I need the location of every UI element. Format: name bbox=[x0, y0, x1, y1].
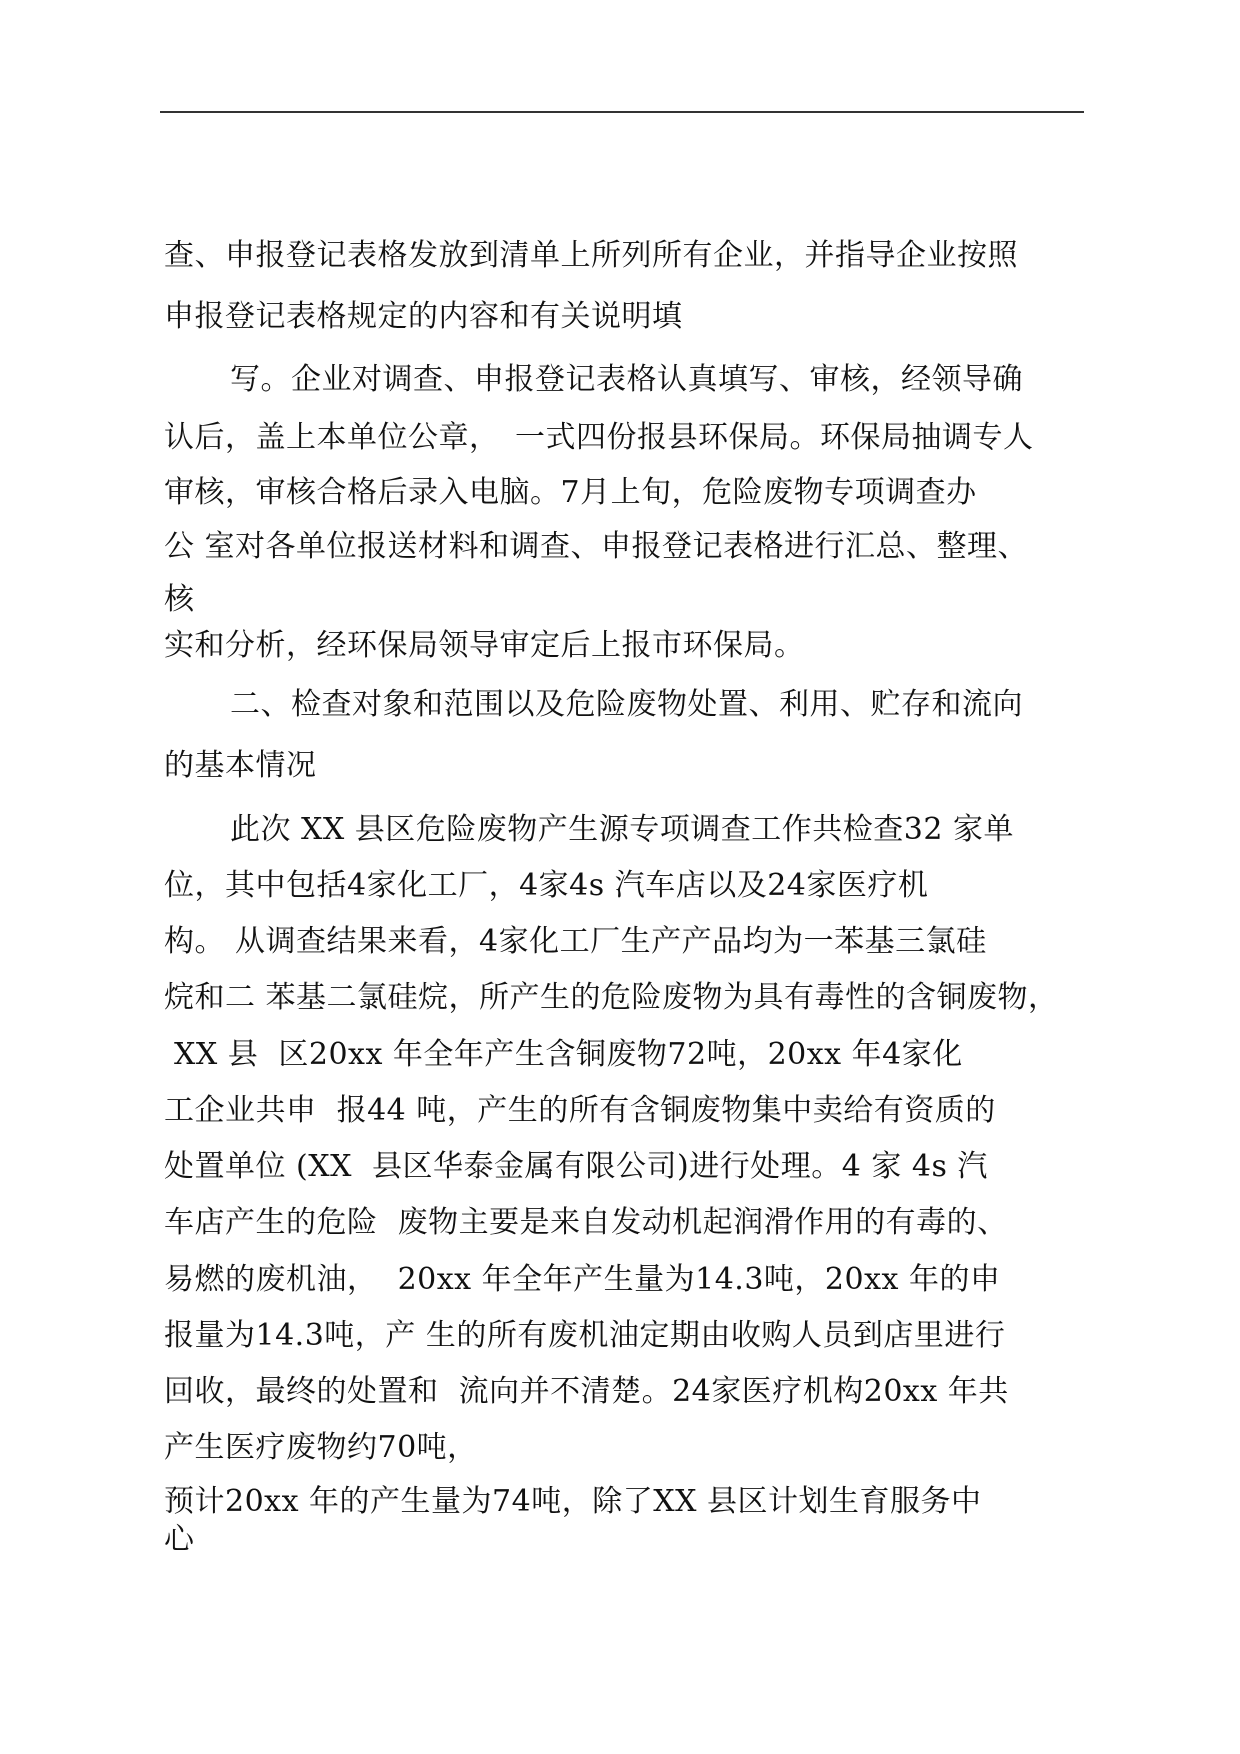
text-line: 车店产生的危险 废物主要是来自发动机起润滑作用的有毒的、 bbox=[164, 1205, 1008, 1240]
text-line: 审核，审核合格后录入电脑。7月上旬，危险废物专项调查办 bbox=[164, 475, 977, 510]
text-line: 回收，最终的处置和 流向并不清楚。24家医疗机构20xx 年共 bbox=[164, 1374, 1009, 1409]
section-heading: 的基本情况 bbox=[164, 748, 317, 783]
text-line: 预计20xx 年的产生量为74吨，除了XX 县区计划生育服务中 bbox=[164, 1484, 982, 1519]
text-line: 产生医疗废物约70吨， bbox=[164, 1430, 478, 1465]
text-line: 心 bbox=[164, 1522, 195, 1557]
text-line: 公 室对各单位报送材料和调查、申报登记表格进行汇总、整理、 bbox=[164, 529, 1029, 564]
text-line: 工企业共申 报44 吨，产生的所有含铜废物集中卖给有资质的 bbox=[164, 1093, 996, 1128]
text-line: 烷和二 苯基二氯硅烷，所产生的危险废物为具有毒性的含铜废物， bbox=[164, 980, 1059, 1015]
text-line: 核 bbox=[164, 582, 195, 617]
text-line: 写。企业对调查、申报登记表格认真填写、审核，经领导确 bbox=[230, 362, 1023, 397]
text-line: XX 县 区20xx 年全年产生含铜废物72吨，20xx 年4家化 bbox=[164, 1037, 963, 1072]
text-line: 申报登记表格规定的内容和有关说明填 bbox=[164, 299, 683, 334]
text-line: 此次 XX 县区危险废物产生源专项调查工作共检查32 家单 bbox=[230, 812, 1014, 847]
text-line: 处置单位 (XX 县区华泰金属有限公司)进行处理。4 家 4s 汽 bbox=[164, 1149, 988, 1184]
header-rule bbox=[160, 111, 1084, 113]
text-line: 易燃的废机油， 20xx 年全年产生量为14.3吨，20xx 年的申 bbox=[164, 1262, 1001, 1297]
text-line: 认后，盖上本单位公章， 一式四份报县环保局。环保局抽调专人 bbox=[164, 420, 1034, 455]
text-line: 查、申报登记表格发放到清单上所列所有企业，并指导企业按照 bbox=[164, 238, 1018, 273]
text-line: 实和分析，经环保局领导审定后上报市环保局。 bbox=[164, 628, 805, 663]
text-line: 报量为14.3吨，产 生的所有废机油定期由收购人员到店里进行 bbox=[164, 1318, 1006, 1353]
text-line: 位，其中包括4家化工厂，4家4s 汽车店以及24家医疗机 bbox=[164, 868, 929, 903]
text-line: 构。 从调查结果来看，4家化工厂生产产品均为一苯基三氯硅 bbox=[164, 924, 987, 959]
section-heading: 二、检查对象和范围以及危险废物处置、利用、贮存和流向 bbox=[230, 687, 1023, 722]
